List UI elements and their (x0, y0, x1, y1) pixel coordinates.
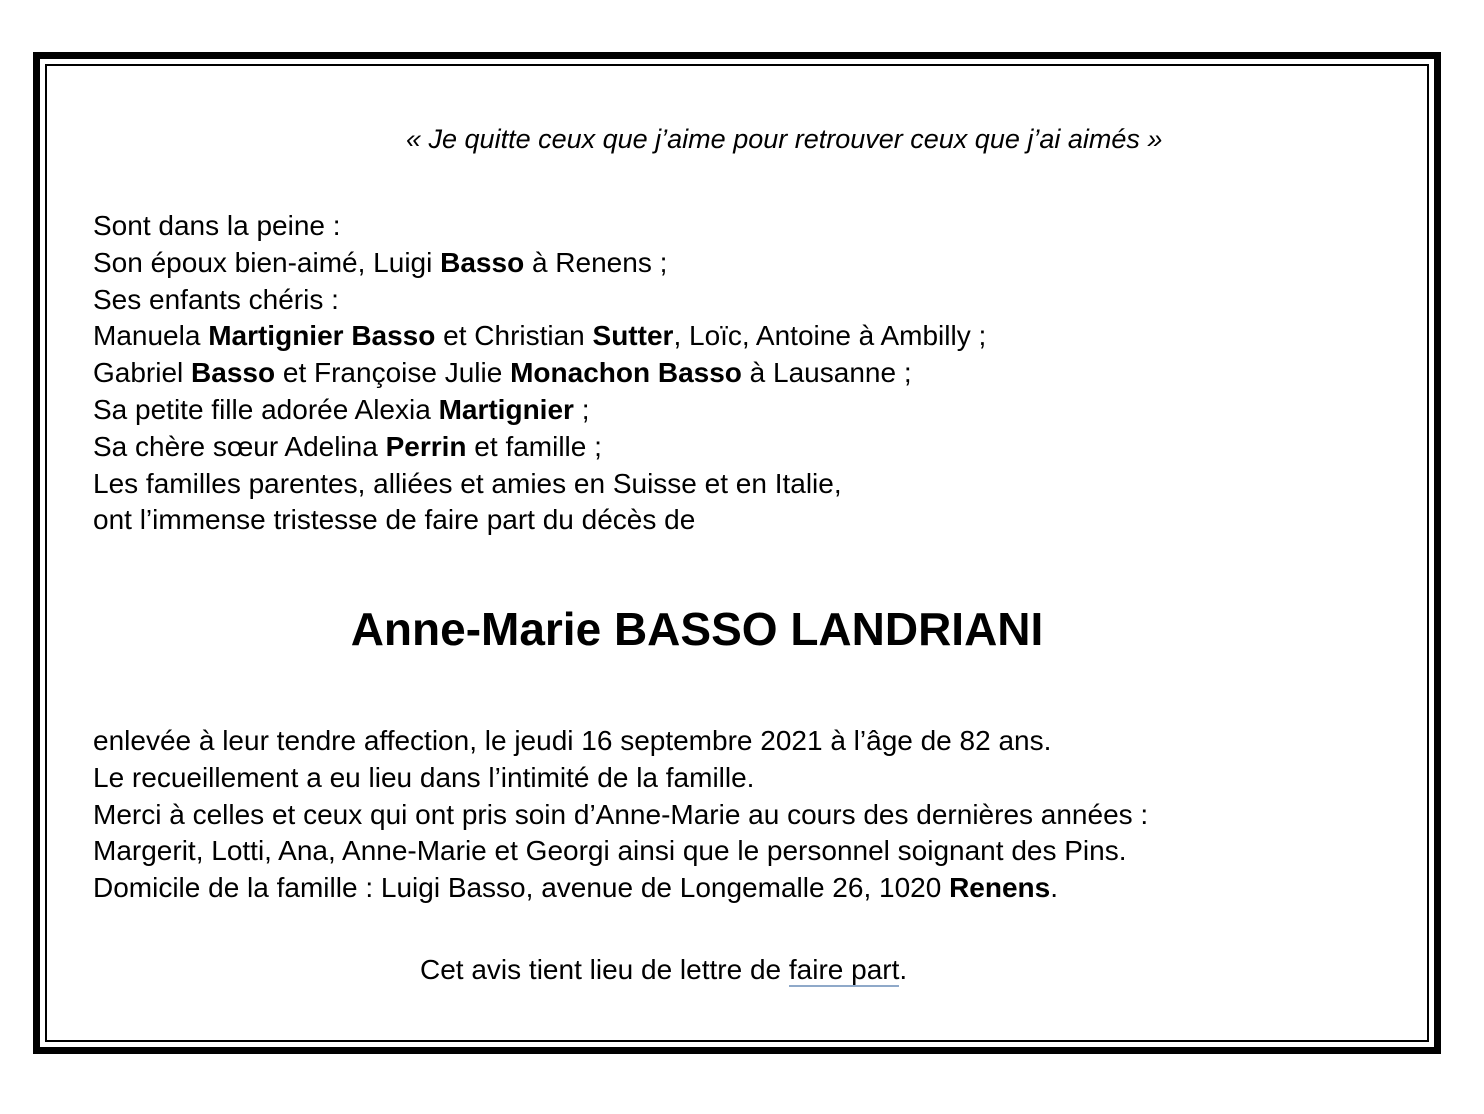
notice-line: Cet avis tient lieu de lettre de faire part. (420, 954, 908, 985)
mourners-intro: Sont dans la peine : (93, 210, 341, 241)
details-block (93, 723, 1148, 907)
mourners-families: Les familles parentes, alliées et amies en Suisse et en Italie, (93, 467, 842, 499)
mourner-granddaughter: Sa petite fille adorée Alexia Martignier ; (93, 393, 590, 425)
family-address-line: Domicile de la famille : Luigi Basso, avenue de Longemalle 26, 1020 Renens. (93, 872, 1059, 904)
mourners-children-intro: Ses enfants chéris : (93, 283, 339, 315)
deceased-name: Anne-Marie BASSO LANDRIANI (350, 603, 1044, 655)
caregivers-line: Margerit, Lotti, Ana, Anne-Marie et Georgi ainsi que le personnel soignant des Pins. (93, 835, 1127, 867)
mourner-child-gabriel: Gabriel Basso et Françoise Julie Monachon Basso à Lausanne ; (93, 357, 912, 389)
death-date-line: enlevée à leur tendre affection, le jeudi 16 septembre 2021 à l’âge de 82 ans. (93, 725, 1052, 756)
thanks-line: Merci à celles et ceux qui ont pris soin d’Anne-Marie au cours des dernières années : (93, 798, 1149, 830)
mourners-block (93, 208, 986, 539)
mourner-spouse: Son époux bien-aimé, Luigi Basso à Renens ; (93, 246, 668, 278)
faire-part-link[interactable]: faire part (788, 954, 900, 985)
epigraph-quote: « Je quitte ceux que j’aime pour retrouver ceux que j’ai aimés » (406, 124, 1163, 154)
ceremony-line: Le recueillement a eu lieu dans l’intimité de la famille. (93, 761, 755, 793)
mourner-sister: Sa chère sœur Adelina Perrin et famille ; (93, 430, 602, 462)
announcement-line: ont l’immense tristesse de faire part du décès de (93, 504, 696, 536)
mourner-child-manuela: Manuela Martignier Basso et Christian Sutter, Loïc, Antoine à Ambilly ; (93, 320, 987, 352)
